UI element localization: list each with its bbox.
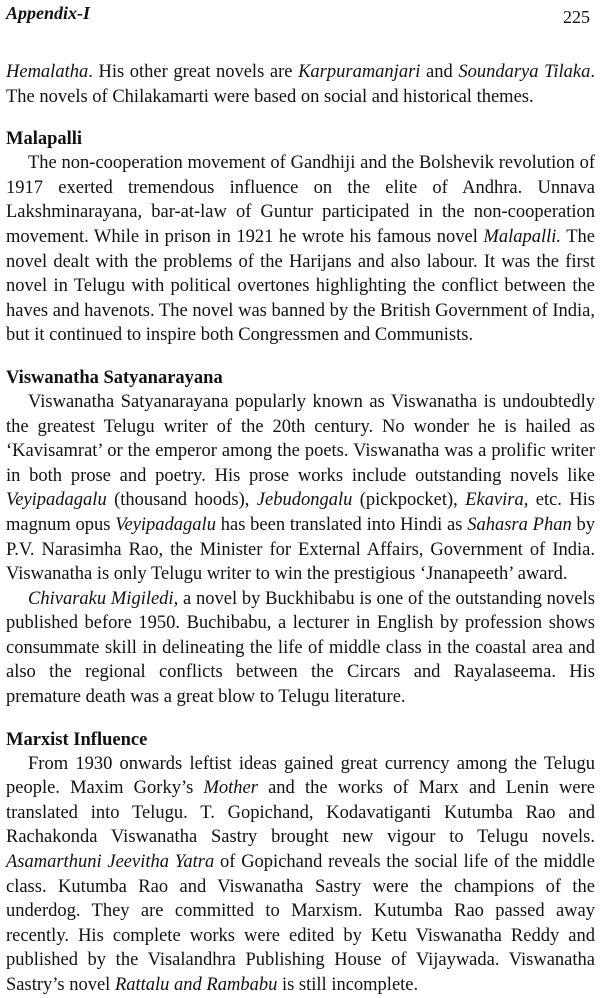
italic-text-run: Rattalu and Rambabu — [114, 975, 278, 995]
opening-paragraph — [6, 60, 595, 109]
section-marxist-influence — [6, 728, 595, 998]
text-run: The non-cooperation movement of Gandhiji and the Bolshevik revolution of 1917 exerted tremendous influence on the elite of Andhra. Unnava Lakshminarayana, bar-at-law of Guntur participated in the non-cooperation movement. While in prison in 1921 he wrote his famous novel — [6, 153, 595, 247]
italic-text-run: Asamarthuni Jeevitha Yatra — [6, 852, 215, 873]
running-head: Appendix-I — [6, 3, 91, 23]
italic-text-run: Veyipadagalu — [115, 514, 216, 535]
text-run: From 1930 onwards leftist ideas gained great currency among the Telugu people. Maxim Gorky’s — [6, 753, 595, 799]
page-body — [6, 60, 595, 998]
text-run: (pickpocket), — [352, 490, 466, 511]
text-run: Viswanatha Satyanarayana popularly known as Viswanatha is undoubtedly the greatest Telugu writer of the 20th century. No wonder he is hailed as ‘Kavisamrat’ or the emperor among the poets. Viswanatha was a prolific writer in both prose and poetry. His prose works include outstanding novels like — [6, 391, 595, 486]
italic-text-run: Sahasra Phan — [467, 514, 572, 535]
section-malapalli — [6, 127, 595, 348]
italic-text-run: Chivaraku Migiledi — [28, 588, 174, 609]
italic-text-run: Mother — [203, 778, 258, 799]
text-run: The novel dealt with the problems of the Harijans and also labour. It was the first novel in Telugu with political overtones highlighting the conflict between the haves and havenots. The novel was banned by the British Government of India, but it continued to inspire both Congressmen and Communists. — [6, 226, 595, 346]
section-viswanatha-satyanarayana — [6, 366, 595, 710]
text-run: and the works of Marx and Lenin were translated into Telugu. T. Gopichand, Kodavatiganti Kutumba Rao and Rachakonda Viswanatha Sastry brought new vigour to Telugu novels. — [6, 778, 595, 848]
text-run: . The novels of Chilakamarti were based on social and historical themes. — [6, 62, 595, 107]
page-number: 225 — [563, 7, 590, 27]
text-run: , a novel by Buckhibabu is one of the outstanding novels published before 1950. Buchibabu, a lecturer in English by profession shows consummate skill in delineating the life of middle class in the coastal area and also the regional conflicts between the Circars and Rayalaseema. His premature death was a great blow to Telugu literature. — [6, 588, 595, 708]
paragraph — [6, 752, 595, 998]
text-run: , etc. His magnum opus — [6, 490, 595, 535]
paragraph — [6, 390, 595, 587]
italic-text-run: Veyipadagalu — [6, 490, 107, 511]
section-heading: Marxist Influence — [6, 729, 148, 750]
text-run: of Gopichand reveals the social life of the middle class. Kutumba Rao and Viswanatha Sastry were the champions of the underdog. They are committed to Marxism. Kutumba Rao passed away recently. His complete works were edited by Ketu Viswanatha Reddy and published by the Visalandhra Publishing House of Vijaywada. Viswanatha Sastry’s novel — [6, 852, 596, 995]
text-run: is still incomplete. — [277, 975, 419, 995]
text-run: by P.V. Narasimha Rao, the Minister for External Affairs, Government of India. Viswanatha is only Telugu writer to win the prestigious ‘Jnanapeeth’ award. — [6, 514, 595, 585]
text-run: has been translated into Hindi as — [215, 514, 468, 535]
italic-text-run: Jebudongalu — [256, 490, 353, 511]
italic-text-run: Ekavira — [465, 490, 524, 511]
section-heading: Viswanatha Satyanarayana — [6, 367, 223, 388]
italic-text-run: Hemalatha — [6, 62, 89, 82]
text-run: and — [420, 62, 459, 82]
section-heading: Malapalli — [6, 129, 83, 150]
italic-text-run: Soundarya Tilaka — [458, 62, 591, 82]
paragraph — [6, 151, 595, 348]
italic-text-run: Malapalli. — [483, 226, 562, 247]
italic-text-run: Karpuramanjari — [298, 62, 421, 82]
text-run: (thousand hoods), — [106, 490, 257, 511]
text-run: . His other great novels are — [88, 62, 299, 82]
paragraph — [6, 587, 595, 710]
